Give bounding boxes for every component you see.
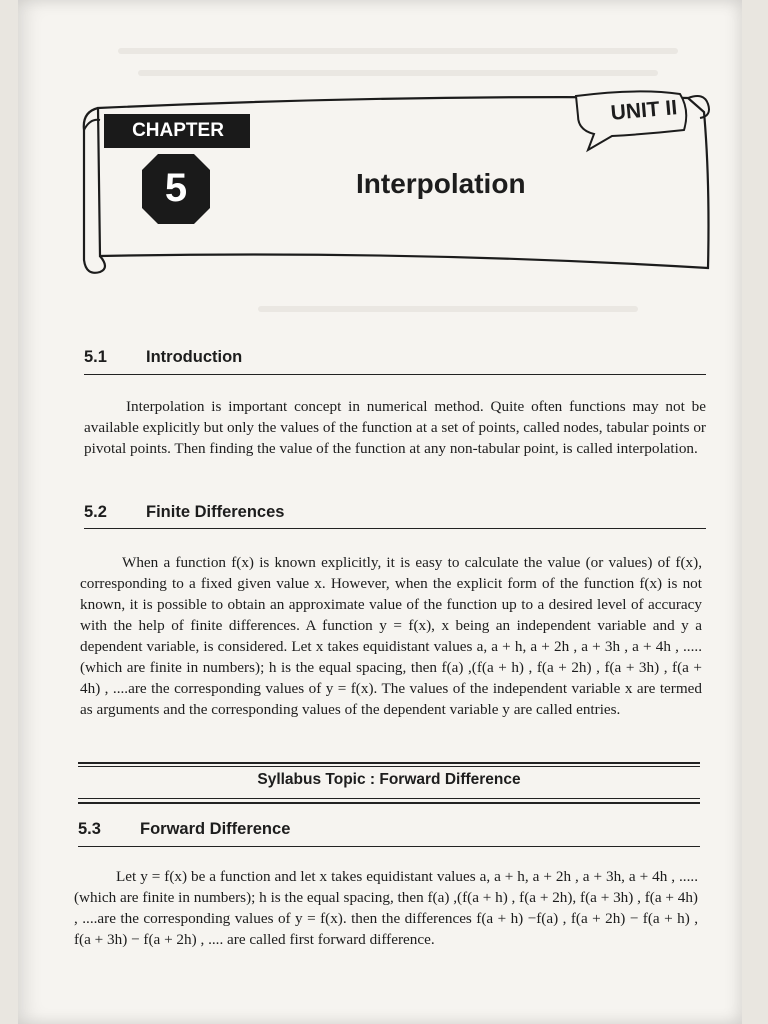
section-rule — [84, 374, 706, 375]
chapter-title: Interpolation — [356, 168, 526, 199]
section-number: 5.1 — [84, 348, 107, 366]
chapter-number: 5 — [164, 166, 188, 210]
syllabus-topic-band — [78, 762, 700, 802]
paragraph-forward-difference: Let y = f(x) be a function and let x takes equidistant values a, a + h, a + 2h , a + 3h, a + 4h , .....(which are finite in numbers); h is the equal spacing, then f(a) ,(f(a + h) , f(a + 2h), f(a + 3h) , f(a + 4h) , ....are the corresponding values of y = f(x). then the differences f(a + h) −f(a) , f(a + 2h) − f(a + h) , f(a + 3h) − f(a + 2h) , .... are called first forward difference. — [74, 868, 698, 948]
section-number: 5.3 — [78, 820, 101, 838]
bleed-through-text — [118, 48, 678, 54]
band-rule — [78, 798, 700, 799]
section-title: Forward Difference — [140, 820, 291, 838]
section-rule — [78, 846, 700, 847]
section-title: Introduction — [146, 348, 243, 366]
paragraph-finite-differences: When a function f(x) is known explicitly, it is easy to calculate the value (or values) of f(x), corresponding to a fixed given value x. However, when the explicit form of the function f(x) is not known, it is possible to obtain an approximate value of the function up to a desired level of accuracy with the help of finite differences. A function y = f(x), x being an independent variable and y a dependent variable, is considered. Let x takes equidistant values a, a + h, a + 2h , a + 3h , a + 4h , .....(which are finite in numbers); h is the equal spacing, then f(a) ,(f(a + h) , f(a + 2h) , f(a + 3h) , f(a + 4h) , ....are the corresponding values of y = f(x). The values of the independent variable x are termed as arguments and the corresponding values of the dependent variable y are called entries. — [80, 554, 702, 718]
paragraph-introduction: Interpolation is important concept in numerical method. Quite often functions may not be available explicitly but only the values of the function at a set of points, called nodes, tabular points or pivotal points. Then finding the value of the function at any non-tabular point, is called interpolation. — [84, 398, 706, 457]
syllabus-topic: Syllabus Topic : Forward Difference — [257, 771, 521, 788]
section-title: Finite Differences — [146, 503, 285, 521]
bleed-through-text — [138, 70, 658, 76]
unit-label: UNIT II — [609, 96, 679, 125]
band-rule — [78, 766, 700, 767]
chapter-label: CHAPTER — [132, 120, 224, 141]
section-heading-5-1 — [84, 348, 242, 367]
section-rule — [84, 528, 706, 529]
section-heading-5-2 — [84, 503, 284, 522]
bleed-through-text — [258, 306, 638, 312]
section-heading-5-3 — [78, 820, 290, 839]
band-rule — [78, 802, 700, 804]
band-rule — [78, 762, 700, 764]
section-number: 5.2 — [84, 503, 107, 521]
